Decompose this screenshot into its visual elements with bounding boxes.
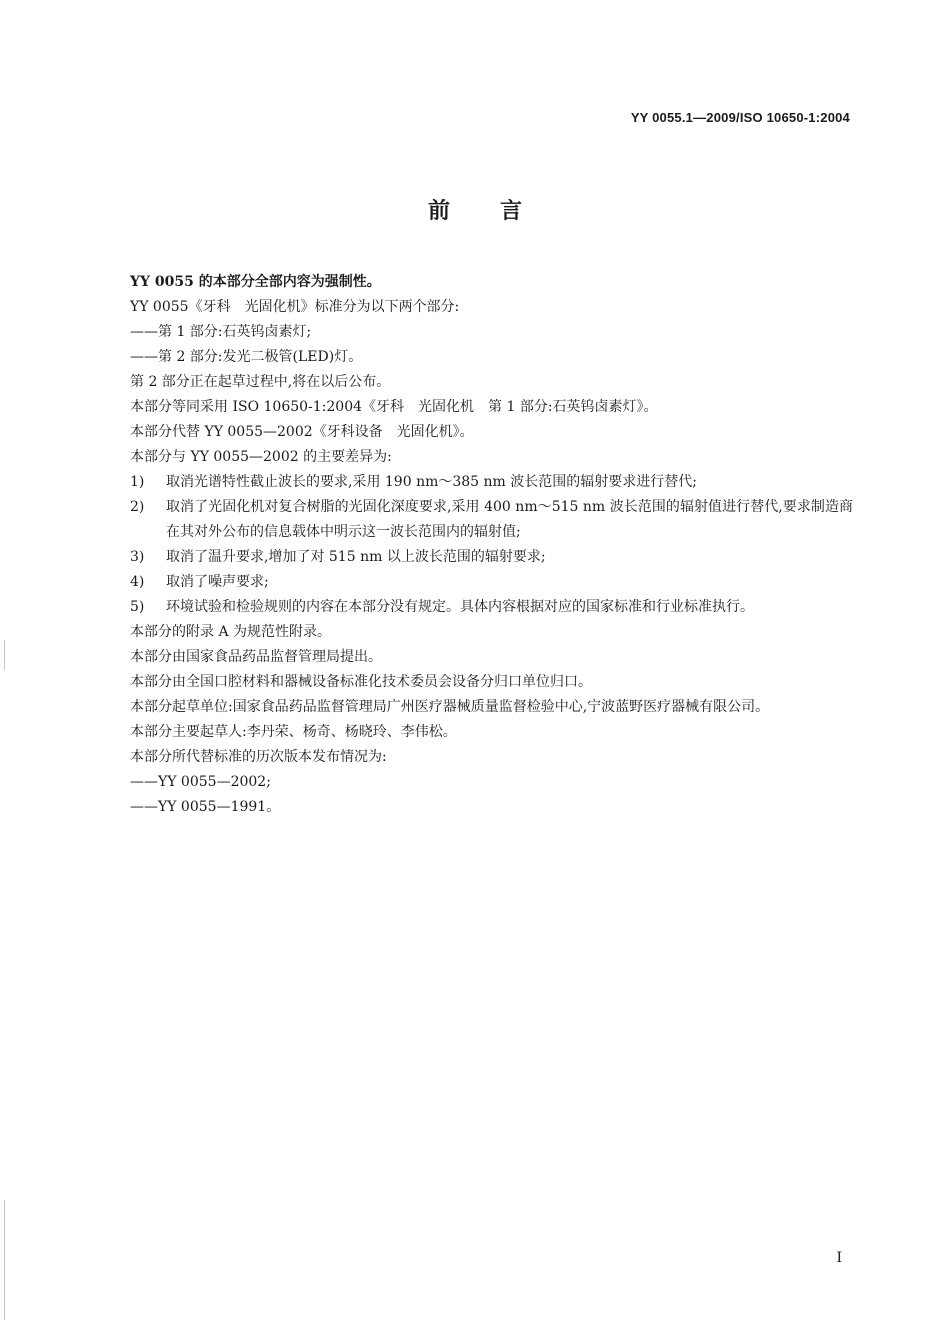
proposer-statement: 本部分由国家食品药品监督管理局提出。 (130, 649, 382, 665)
drafters: 本部分主要起草人:李丹荣、杨奇、杨晓玲、李伟松。 (130, 724, 457, 740)
difference-number: 4) (130, 574, 145, 590)
history-intro: 本部分所代替标准的历次版本发布情况为: (130, 749, 387, 765)
annex-statement: 本部分的附录 A 为规范性附录。 (130, 624, 332, 640)
page-number: I (836, 1250, 842, 1266)
difference-text: 取消了温升要求,增加了对 515 nm 以上波长范围的辐射要求; (166, 549, 546, 565)
part-1-item: ——第 1 部分:石英钨卤素灯; (130, 324, 312, 340)
difference-text: 取消了光固化机对复合树脂的光固化深度要求,采用 400 nm～515 nm 波长范围的辐射值进行替代,要求制造商在其对外公布的信息载体中明示这一波长范围内的辐射值; (166, 499, 853, 540)
history-item: ——YY 0055—2002; (130, 774, 271, 790)
drafting-units: 本部分起草单位:国家食品药品监督管理局广州医疗器械质量监督检验中心,宁波蓝野医疗器械有限公司。 (130, 699, 770, 715)
difference-item (97, 570, 853, 595)
binding-edge-mark (4, 640, 5, 670)
drafting-status: 第 2 部分正在起草过程中,将在以后公布。 (130, 374, 391, 390)
difference-number: 2) (130, 499, 145, 515)
difference-item (97, 595, 853, 620)
difference-number: 1) (130, 474, 145, 490)
history-item: ——YY 0055—1991。 (130, 799, 281, 815)
standard-number: YY 0055.1—2009/ISO 10650-1:2004 (630, 110, 850, 125)
parts-intro: YY 0055《牙科 光固化机》标准分为以下两个部分: (130, 299, 460, 315)
difference-number: 3) (130, 549, 145, 565)
difference-item (97, 470, 853, 495)
part-2-item: ——第 2 部分:发光二极管(LED)灯。 (130, 349, 363, 365)
difference-item (97, 495, 853, 545)
difference-text: 取消了噪声要求; (166, 574, 269, 590)
replacement-statement: 本部分代替 YY 0055—2002《牙科设备 光固化机》。 (130, 424, 474, 440)
difference-text: 环境试验和检验规则的内容在本部分没有规定。具体内容根据对应的国家标准和行业标准执行。 (166, 599, 754, 615)
mandatory-statement: YY 0055 的本部分全部内容为强制性。 (130, 274, 381, 290)
page-title: 前言 (427, 199, 572, 224)
differences-intro: 本部分与 YY 0055—2002 的主要差异为: (130, 449, 392, 465)
committee-statement: 本部分由全国口腔材料和器械设备标准化技术委员会设备分归口单位归口。 (130, 674, 592, 690)
binding-edge-mark (4, 1200, 5, 1320)
foreword-body (97, 270, 853, 820)
difference-text: 取消光谱特性截止波长的要求,采用 190 nm～385 nm 波长范围的辐射要求进行替代; (166, 474, 697, 490)
adoption-statement: 本部分等同采用 ISO 10650-1:2004《牙科 光固化机 第 1 部分:石英钨卤素灯》。 (130, 399, 658, 415)
difference-number: 5) (130, 599, 145, 615)
difference-item (97, 545, 853, 570)
